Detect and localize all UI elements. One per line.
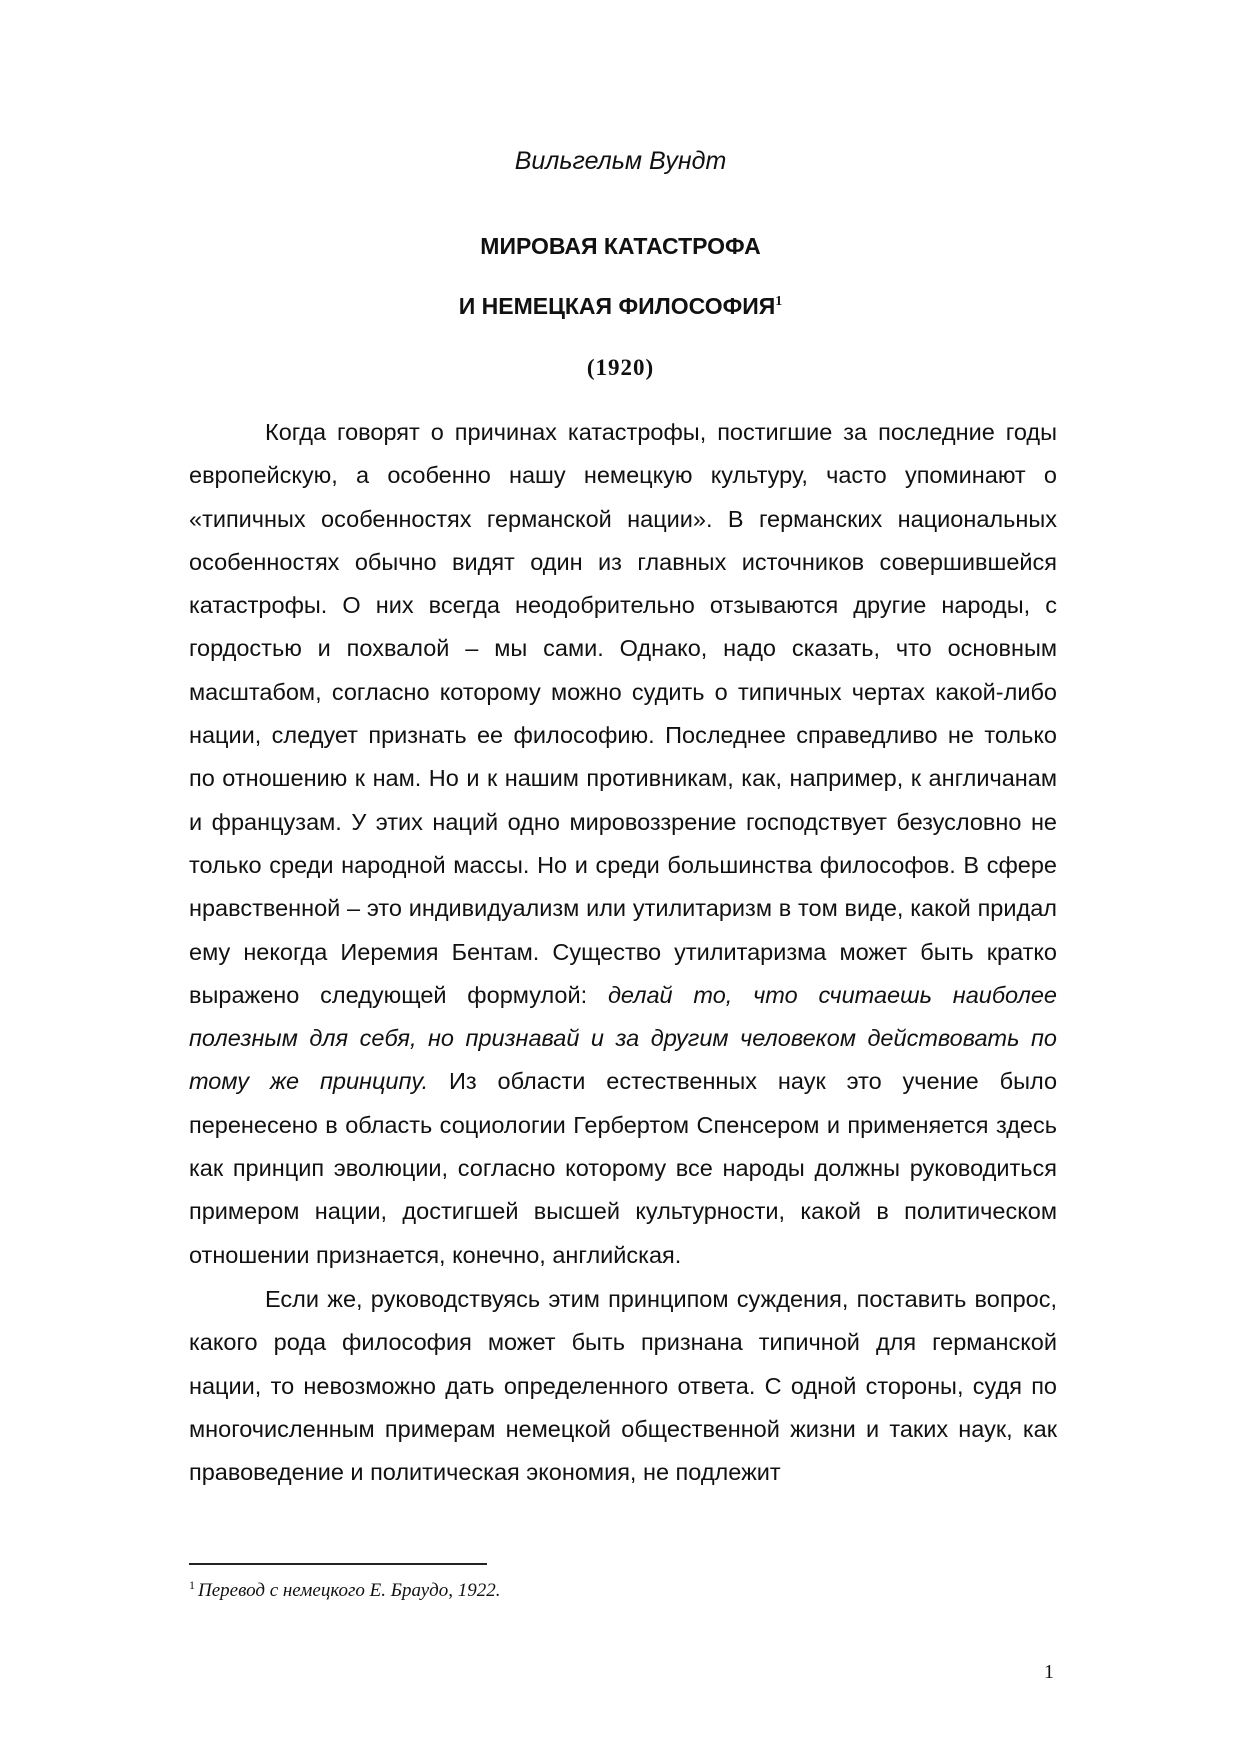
- body-text: [189, 411, 1057, 1494]
- footnote-separator: [189, 1563, 487, 1565]
- title-line-1: [0, 232, 1241, 260]
- paragraph-1: [189, 411, 1057, 1277]
- paragraph-1-text-b: Из области естественных наук это учение было перенесено в область социологии Гербертом Спенсером и применяется здесь как принцип эволюции, согласно которому все народы должны руководиться примером нации, достигшей высшей культурности, какой в политическом отношении признается, конечно, английская.: [189, 1068, 1058, 1268]
- author-name: Вильгельм Вундт: [514, 147, 727, 175]
- title-line-2-text: И НЕМЕЦКАЯ ФИЛОСОФИЯ: [458, 293, 776, 319]
- page-number: 1: [1044, 1661, 1054, 1683]
- footnote-number: 1: [189, 1578, 195, 1592]
- paragraph-2: Если же, руководствуясь этим принципом суждения, поставить вопрос, какого рода философия может быть признана типичной для германской нации, то невозможно дать определенного ответа. С одной стороны, судя по многочисленным примерам немецкой общественной жизни и таких наук, как правоведение и политическая экономия, не подлежит: [189, 1285, 1057, 1486]
- title-footnote-ref[interactable]: 1: [775, 294, 783, 309]
- title-line-1-text: МИРОВАЯ КАТАСТРОФА: [480, 233, 761, 259]
- title-line-2: [0, 292, 1241, 320]
- footnote-text: Перевод с немецкого Е. Браудо, 1922.: [198, 1580, 501, 1601]
- utilitarian-formula: делай то, что считаешь наиболее полезным для себя, но признавай и за другим человеком действовать по тому же принципу.: [189, 981, 1057, 1095]
- paragraph-1-text-a: Когда говорят о причинах катастрофы, постигшие за последние годы европейскую, а особенно нашу немецкую культуру, часто упоминают о «типичных особенностях германской нации». В германских национальных особенностях обычно видят один из главных источников совершившейся катастрофы. О них всегда неодобрительно отзываются другие народы, с гордостью и похвалой – мы сами. Однако, надо сказать, что основным масштабом, согласно которому можно судить о типичных чертах какой-либо нации, следует признать ее философию. Последнее справедливо не только по отношению к нам. Но и к нашим противникам, как, например, к англичанам и французам. У этих наций одно мировоззрение господствует безусловно не только среди народной массы. Но и среди большинства философов. В сфере нравственной – это индивидуализм или утилитаризм в том виде, какой придал ему некогда Иеремия Бентам. Существо утилитаризма может быть кратко выражено следующей формулой:: [189, 419, 1057, 1008]
- publication-year: (1920): [586, 355, 655, 380]
- footnote: [189, 1579, 1049, 1603]
